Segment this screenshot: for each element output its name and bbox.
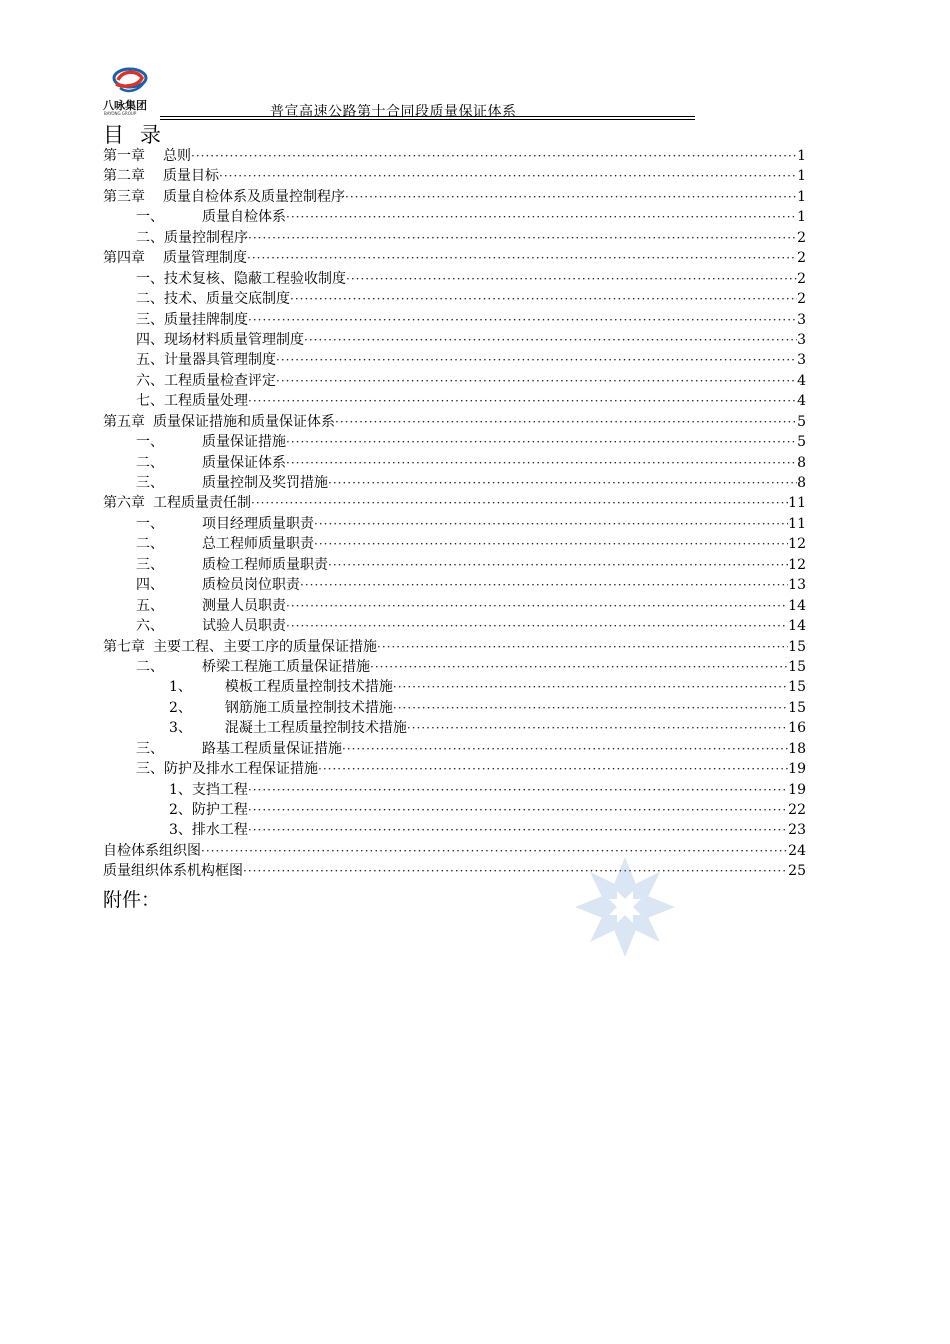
toc-entry[interactable]: [103, 330, 806, 350]
toc-entry-text: 质量目标: [163, 168, 219, 185]
toc-entry[interactable]: [103, 248, 806, 268]
toc-page-number: 4: [797, 372, 806, 389]
toc-entry[interactable]: [103, 412, 806, 432]
toc-page-number: 1: [797, 209, 806, 226]
toc-entry-number: 五、: [136, 597, 164, 614]
toc-page-number: 19: [788, 781, 806, 798]
toc-entry-label: [136, 514, 314, 534]
toc-entry-text: 混凝土工程质量控制技术措施: [224, 720, 407, 737]
toc-entry-text: 四、现场材料质量管理制度: [136, 331, 304, 348]
toc-page-number: 16: [788, 720, 806, 737]
toc-entry-label: [103, 637, 377, 657]
toc-entry-text: 质量保证体系: [202, 454, 286, 471]
toc-entry-label: [169, 800, 248, 820]
toc-entry[interactable]: [103, 841, 806, 861]
toc-entry-number: 一、: [136, 515, 164, 532]
toc-entry-label: [103, 412, 335, 432]
toc-entry-label: [136, 596, 286, 616]
toc-entry-text: 一、技术复核、隐蔽工程验收制度: [136, 270, 346, 287]
toc-entry[interactable]: [103, 350, 806, 370]
toc-entry[interactable]: [103, 759, 806, 779]
toc-entry-number: 二、: [136, 454, 164, 471]
toc-entry[interactable]: [103, 800, 806, 820]
toc-dot-leader: [345, 187, 797, 207]
toc-page-number: 23: [788, 822, 806, 839]
toc-page-number: 15: [788, 699, 806, 716]
toc-dot-leader: [219, 166, 797, 186]
toc-page-number: 3: [797, 352, 806, 369]
toc-entry-number: 第五章: [103, 413, 145, 430]
toc-page-number: 3: [797, 311, 806, 328]
toc-entry-text: 1、支挡工程: [169, 781, 248, 798]
toc-entry-text: 模板工程质量控制技术措施: [224, 679, 393, 696]
toc-page-number: 25: [788, 863, 806, 880]
toc-entry-text: 质检员岗位职责: [202, 577, 300, 594]
toc-entry-text: 质量管理制度: [163, 250, 247, 267]
toc-page-number: 11: [788, 495, 806, 512]
toc-entry[interactable]: [103, 207, 806, 227]
toc-entry[interactable]: [103, 820, 806, 840]
toc-entry-label: [136, 739, 342, 759]
toc-dot-leader: [286, 596, 788, 616]
toc-entry[interactable]: [103, 391, 806, 411]
toc-dot-leader: [286, 453, 797, 473]
toc-entry-label: [136, 371, 276, 391]
toc-entry-text: 质量保证措施: [202, 434, 286, 451]
toc-entry[interactable]: [103, 289, 806, 309]
toc-dot-leader: [393, 677, 788, 697]
toc-entry-number: 六、: [136, 618, 164, 635]
toc-dot-leader: [286, 207, 797, 227]
toc-entry-label: [136, 432, 286, 452]
toc-page-number: 12: [788, 536, 806, 553]
toc-entry-number: 第三章: [103, 188, 145, 205]
toc-entry[interactable]: [103, 677, 806, 697]
toc-entry-text: 质量保证措施和质量保证体系: [153, 413, 335, 430]
toc-entry-label: [136, 534, 314, 554]
toc-entry-label: [103, 841, 201, 861]
toc-entry[interactable]: [103, 616, 806, 636]
toc-page-number: 24: [788, 842, 806, 859]
toc-dot-leader: [300, 575, 788, 595]
toc-dot-leader: [248, 800, 788, 820]
toc-page-number: 12: [788, 556, 806, 573]
toc-entry-text: 三、质量挂牌制度: [136, 311, 248, 328]
toc-entry-text: 总则: [163, 148, 191, 164]
toc-dot-leader: [248, 310, 797, 330]
toc-entry-text: 七、工程质量处理: [136, 393, 248, 410]
toc-dot-leader: [276, 371, 797, 391]
toc-dot-leader: [328, 555, 788, 575]
toc-entry-label: [136, 228, 248, 248]
toc-entry-label: [169, 820, 248, 840]
toc-dot-leader: [290, 289, 797, 309]
toc-page-number: 5: [797, 434, 806, 451]
logo-subtext: BAYONG GROUP: [104, 111, 137, 116]
toc-entry[interactable]: [103, 739, 806, 759]
toc-entry-label: [169, 698, 393, 718]
toc-entry-text: 2、防护工程: [169, 802, 248, 818]
toc-dot-leader: [276, 350, 797, 370]
toc-dot-leader: [286, 616, 788, 636]
toc-dot-leader: [328, 473, 797, 493]
page-header-title: 普宣高速公路第十合同段质量保证体系: [270, 104, 517, 120]
toc-dot-leader: [314, 534, 788, 554]
toc-entry[interactable]: [103, 596, 806, 616]
table-of-contents: [103, 146, 806, 882]
toc-entry-number: 四、: [136, 577, 164, 594]
toc-entry-label: [136, 350, 276, 370]
toc-dot-leader: [335, 412, 797, 432]
toc-entry-text: 工程质量责任制: [153, 495, 251, 512]
toc-page-number: 1: [797, 168, 806, 185]
toc-entry-text: 测量人员职责: [202, 597, 286, 614]
toc-entry[interactable]: [103, 269, 806, 289]
toc-page-number: 19: [788, 761, 806, 778]
toc-dot-leader: [243, 861, 788, 881]
toc-entry-label: [136, 473, 328, 493]
toc-entry[interactable]: [103, 473, 806, 493]
header-rule-top: [160, 116, 695, 117]
toc-entry-number: 三、: [136, 556, 164, 573]
toc-entry[interactable]: [103, 371, 806, 391]
toc-entry[interactable]: [103, 534, 806, 554]
toc-entry-text: 3、排水工程: [169, 822, 248, 839]
toc-dot-leader: [247, 248, 797, 268]
toc-page-number: 2: [797, 291, 806, 308]
toc-entry-label: [136, 269, 346, 289]
toc-page-number: 22: [788, 802, 806, 818]
toc-entry-text: 质检工程师质量职责: [202, 556, 328, 573]
toc-entry-label: [136, 657, 370, 677]
toc-entry-label: [136, 759, 318, 779]
toc-entry-text: 六、工程质量检查评定: [136, 372, 276, 389]
toc-entry-text: 三、防护及排水工程保证措施: [136, 761, 318, 778]
toc-page-number: 11: [788, 515, 806, 532]
toc-entry-text: 钢筋施工质量控制技术措施: [224, 699, 393, 716]
toc-entry[interactable]: [103, 861, 806, 881]
toc-entry-text: 五、计量器具管理制度: [136, 352, 276, 369]
toc-page-number: 8: [797, 475, 806, 491]
toc-dot-leader: [248, 780, 788, 800]
toc-entry[interactable]: [103, 310, 806, 330]
attachment-label: 附件：: [103, 889, 161, 911]
toc-dot-leader: [370, 657, 788, 677]
toc-entry-number: 第一章: [103, 148, 145, 164]
toc-page-number: 15: [788, 679, 806, 696]
toc-entry-text: 质量组织体系机构框图: [103, 863, 243, 880]
toc-entry-label: [136, 555, 328, 575]
toc-dot-leader: [251, 493, 788, 513]
toc-entry-label: [136, 207, 286, 227]
toc-entry-label: [103, 248, 247, 268]
toc-page-number: 2: [797, 250, 806, 267]
toc-entry-label: [136, 616, 286, 636]
header-rule-bottom: [160, 119, 695, 120]
toc-dot-leader: [286, 432, 797, 452]
toc-entry-text: 质量控制及奖罚措施: [202, 475, 328, 491]
toc-dot-leader: [248, 391, 797, 411]
toc-entry-number: 第七章: [103, 638, 145, 655]
toc-entry-number: 一、: [136, 434, 164, 451]
toc-entry-text: 项目经理质量职责: [202, 515, 314, 532]
toc-dot-leader: [393, 698, 788, 718]
toc-page-number: 2: [797, 229, 806, 246]
toc-dot-leader: [342, 739, 788, 759]
toc-page-number: 14: [788, 618, 806, 635]
toc-entry-label: [103, 493, 251, 513]
toc-entry-text: 路基工程质量保证措施: [202, 740, 342, 757]
toc-entry-number: 一、: [136, 209, 164, 226]
toc-entry-number: 三、: [136, 740, 164, 757]
toc-page-number: 15: [788, 658, 806, 675]
toc-entry[interactable]: [103, 780, 806, 800]
toc-page-number: 13: [788, 577, 806, 594]
toc-entry-number: 1、: [169, 679, 192, 696]
toc-entry-label: [136, 289, 290, 309]
toc-page-number: 4: [797, 393, 806, 410]
toc-entry-label: [169, 780, 248, 800]
toc-entry-text: 总工程师质量职责: [202, 536, 314, 553]
logo-text: 八咏集团: [103, 99, 147, 112]
toc-entry[interactable]: [103, 698, 806, 718]
toc-entry[interactable]: [103, 493, 806, 513]
toc-entry-number: 第六章: [103, 495, 145, 512]
toc-entry-label: [103, 187, 345, 207]
toc-entry[interactable]: [103, 166, 806, 186]
toc-entry-text: 主要工程、主要工序的质量保证措施: [153, 638, 377, 655]
toc-page-number: 5: [797, 413, 806, 430]
toc-dot-leader: [377, 637, 788, 657]
toc-entry[interactable]: [103, 555, 806, 575]
toc-entry-text: 自检体系组织图: [103, 842, 201, 859]
toc-entry-label: [169, 677, 393, 697]
toc-dot-leader: [318, 759, 788, 779]
toc-dot-leader: [248, 820, 788, 840]
toc-entry[interactable]: [103, 187, 806, 207]
toc-entry-label: [136, 575, 300, 595]
toc-dot-leader: [191, 146, 797, 166]
toc-dot-leader: [314, 514, 788, 534]
toc-dot-leader: [407, 718, 788, 738]
toc-entry-text: 二、质量控制程序: [136, 229, 248, 246]
toc-entry-label: [103, 166, 219, 186]
toc-entry[interactable]: [103, 228, 806, 248]
toc-entry[interactable]: [103, 146, 806, 166]
toc-entry[interactable]: [103, 453, 806, 473]
toc-dot-leader: [346, 269, 797, 289]
toc-entry-label: [136, 330, 304, 350]
toc-entry[interactable]: [103, 575, 806, 595]
toc-page-number: 3: [797, 331, 806, 348]
toc-entry-number: 二、: [136, 536, 164, 553]
toc-entry-text: 质量自检体系及质量控制程序: [163, 188, 345, 205]
toc-dot-leader: [304, 330, 797, 350]
toc-entry[interactable]: [103, 657, 806, 677]
toc-entry[interactable]: [103, 432, 806, 452]
toc-entry-number: 第二章: [103, 168, 145, 185]
toc-heading: 目录: [103, 123, 177, 147]
toc-entry-number: 三、: [136, 475, 164, 491]
toc-entry-number: 3、: [169, 720, 192, 737]
toc-entry-text: 二、技术、质量交底制度: [136, 291, 290, 308]
toc-page-number: 15: [788, 638, 806, 655]
toc-entry-label: [103, 861, 243, 881]
toc-dot-leader: [201, 841, 788, 861]
toc-entry-label: [136, 391, 248, 411]
toc-page-number: 2: [797, 270, 806, 287]
toc-entry-label: [169, 718, 407, 738]
toc-page-number: 14: [788, 597, 806, 614]
toc-entry-number: 2、: [169, 699, 192, 716]
toc-entry-label: [103, 146, 191, 166]
toc-entry-text: 质量自检体系: [202, 209, 286, 226]
toc-page-number: 18: [788, 740, 806, 757]
toc-entry-text: 桥梁工程施工质量保证措施: [202, 658, 370, 675]
toc-entry[interactable]: [103, 718, 806, 738]
toc-entry-label: [136, 453, 286, 473]
snowflake-watermark-icon: [572, 855, 678, 959]
toc-entry[interactable]: [103, 514, 806, 534]
toc-entry-number: 二、: [136, 658, 164, 675]
toc-dot-leader: [248, 228, 797, 248]
toc-entry-label: [136, 310, 248, 330]
toc-entry-number: 第四章: [103, 250, 145, 267]
toc-entry[interactable]: [103, 637, 806, 657]
toc-page-number: 1: [797, 188, 806, 205]
toc-page-number: 1: [797, 148, 806, 164]
toc-page-number: 8: [797, 454, 806, 471]
toc-entry-text: 试验人员职责: [202, 618, 286, 635]
